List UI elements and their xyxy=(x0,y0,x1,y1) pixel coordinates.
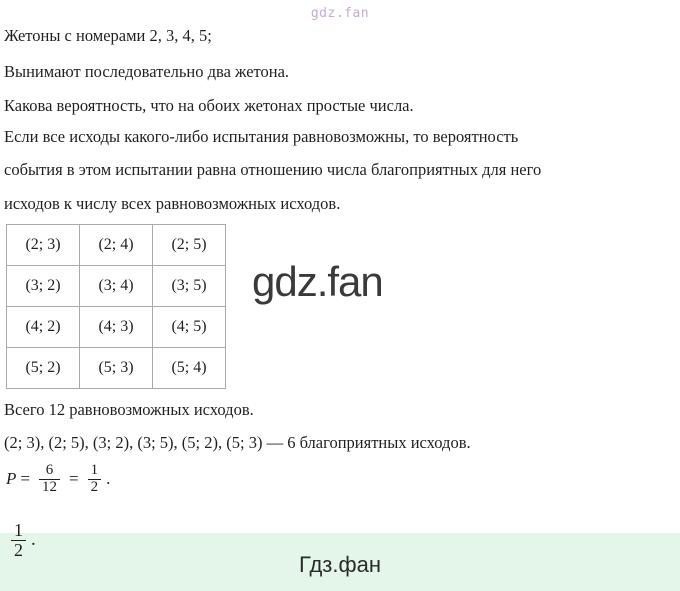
outcomes-table xyxy=(6,224,226,389)
table-cell: (4; 5) xyxy=(153,307,226,348)
table-cell: (2; 4) xyxy=(80,225,153,266)
total-outcomes-text: Всего 12 равновозможных исходов. xyxy=(4,400,254,419)
fraction-6-12 xyxy=(39,463,60,496)
table-cell: (5; 4) xyxy=(153,348,226,389)
problem-line-2: Вынимают последовательно два жетона. xyxy=(4,61,290,81)
answer-period: . xyxy=(31,529,36,551)
theory-line-3: исходов к числу всех равновозможных исходов. xyxy=(4,193,341,213)
theory-line-2: события в этом испытании равна отношению числа благоприятных для него xyxy=(4,160,542,179)
table-row xyxy=(7,266,226,307)
fraction-1-2 xyxy=(88,463,102,496)
formula-p-symbol: P xyxy=(6,469,17,489)
table-row xyxy=(7,348,226,389)
fraction-numerator: 6 xyxy=(45,462,54,478)
fraction-denominator: 12 xyxy=(39,479,60,496)
table-row xyxy=(7,307,226,348)
fraction-denominator: 2 xyxy=(11,540,26,560)
problem-line-3: Какова вероятность, что на обоих жетонах простые числа. xyxy=(4,96,414,115)
problem-line-1: Жетоны с номерами 2, 3, 4, 5; xyxy=(4,26,212,45)
table-cell: (4; 3) xyxy=(80,307,153,348)
watermark-center: gdz.fan xyxy=(252,258,383,305)
table-cell: (3; 4) xyxy=(80,266,153,307)
fraction-numerator: 1 xyxy=(14,520,23,540)
formula-equals-1: = xyxy=(20,469,30,489)
table-cell: (2; 3) xyxy=(7,225,80,266)
footer-watermark: Гдз.фан xyxy=(299,552,381,577)
formula-equals-2: = xyxy=(68,469,79,489)
table-cell: (2; 5) xyxy=(153,225,226,266)
formula-period: . xyxy=(106,469,111,489)
favorable-outcomes-text: (2; 3), (2; 5), (3; 2), (3; 5), (5; 2), (5; 3) — 6 благоприятных исходов. xyxy=(4,433,471,452)
watermark-top: gdz.fan xyxy=(310,6,370,21)
probability-formula xyxy=(6,463,674,496)
table-row xyxy=(7,225,226,266)
table-cell: (5; 2) xyxy=(7,348,80,389)
outcomes-table-wrapper xyxy=(6,224,674,389)
table-cell: (3; 5) xyxy=(153,266,226,307)
table-cell: (3; 2) xyxy=(7,266,80,307)
fraction-denominator: 2 xyxy=(88,479,102,496)
fraction-numerator: 1 xyxy=(90,462,99,478)
table-cell: (5; 3) xyxy=(80,348,153,389)
table-cell: (4; 2) xyxy=(7,307,80,348)
theory-line-1: Если все исходы какого-либо испытания равновозможны, то вероятность xyxy=(4,126,519,146)
summary-block xyxy=(4,400,674,496)
